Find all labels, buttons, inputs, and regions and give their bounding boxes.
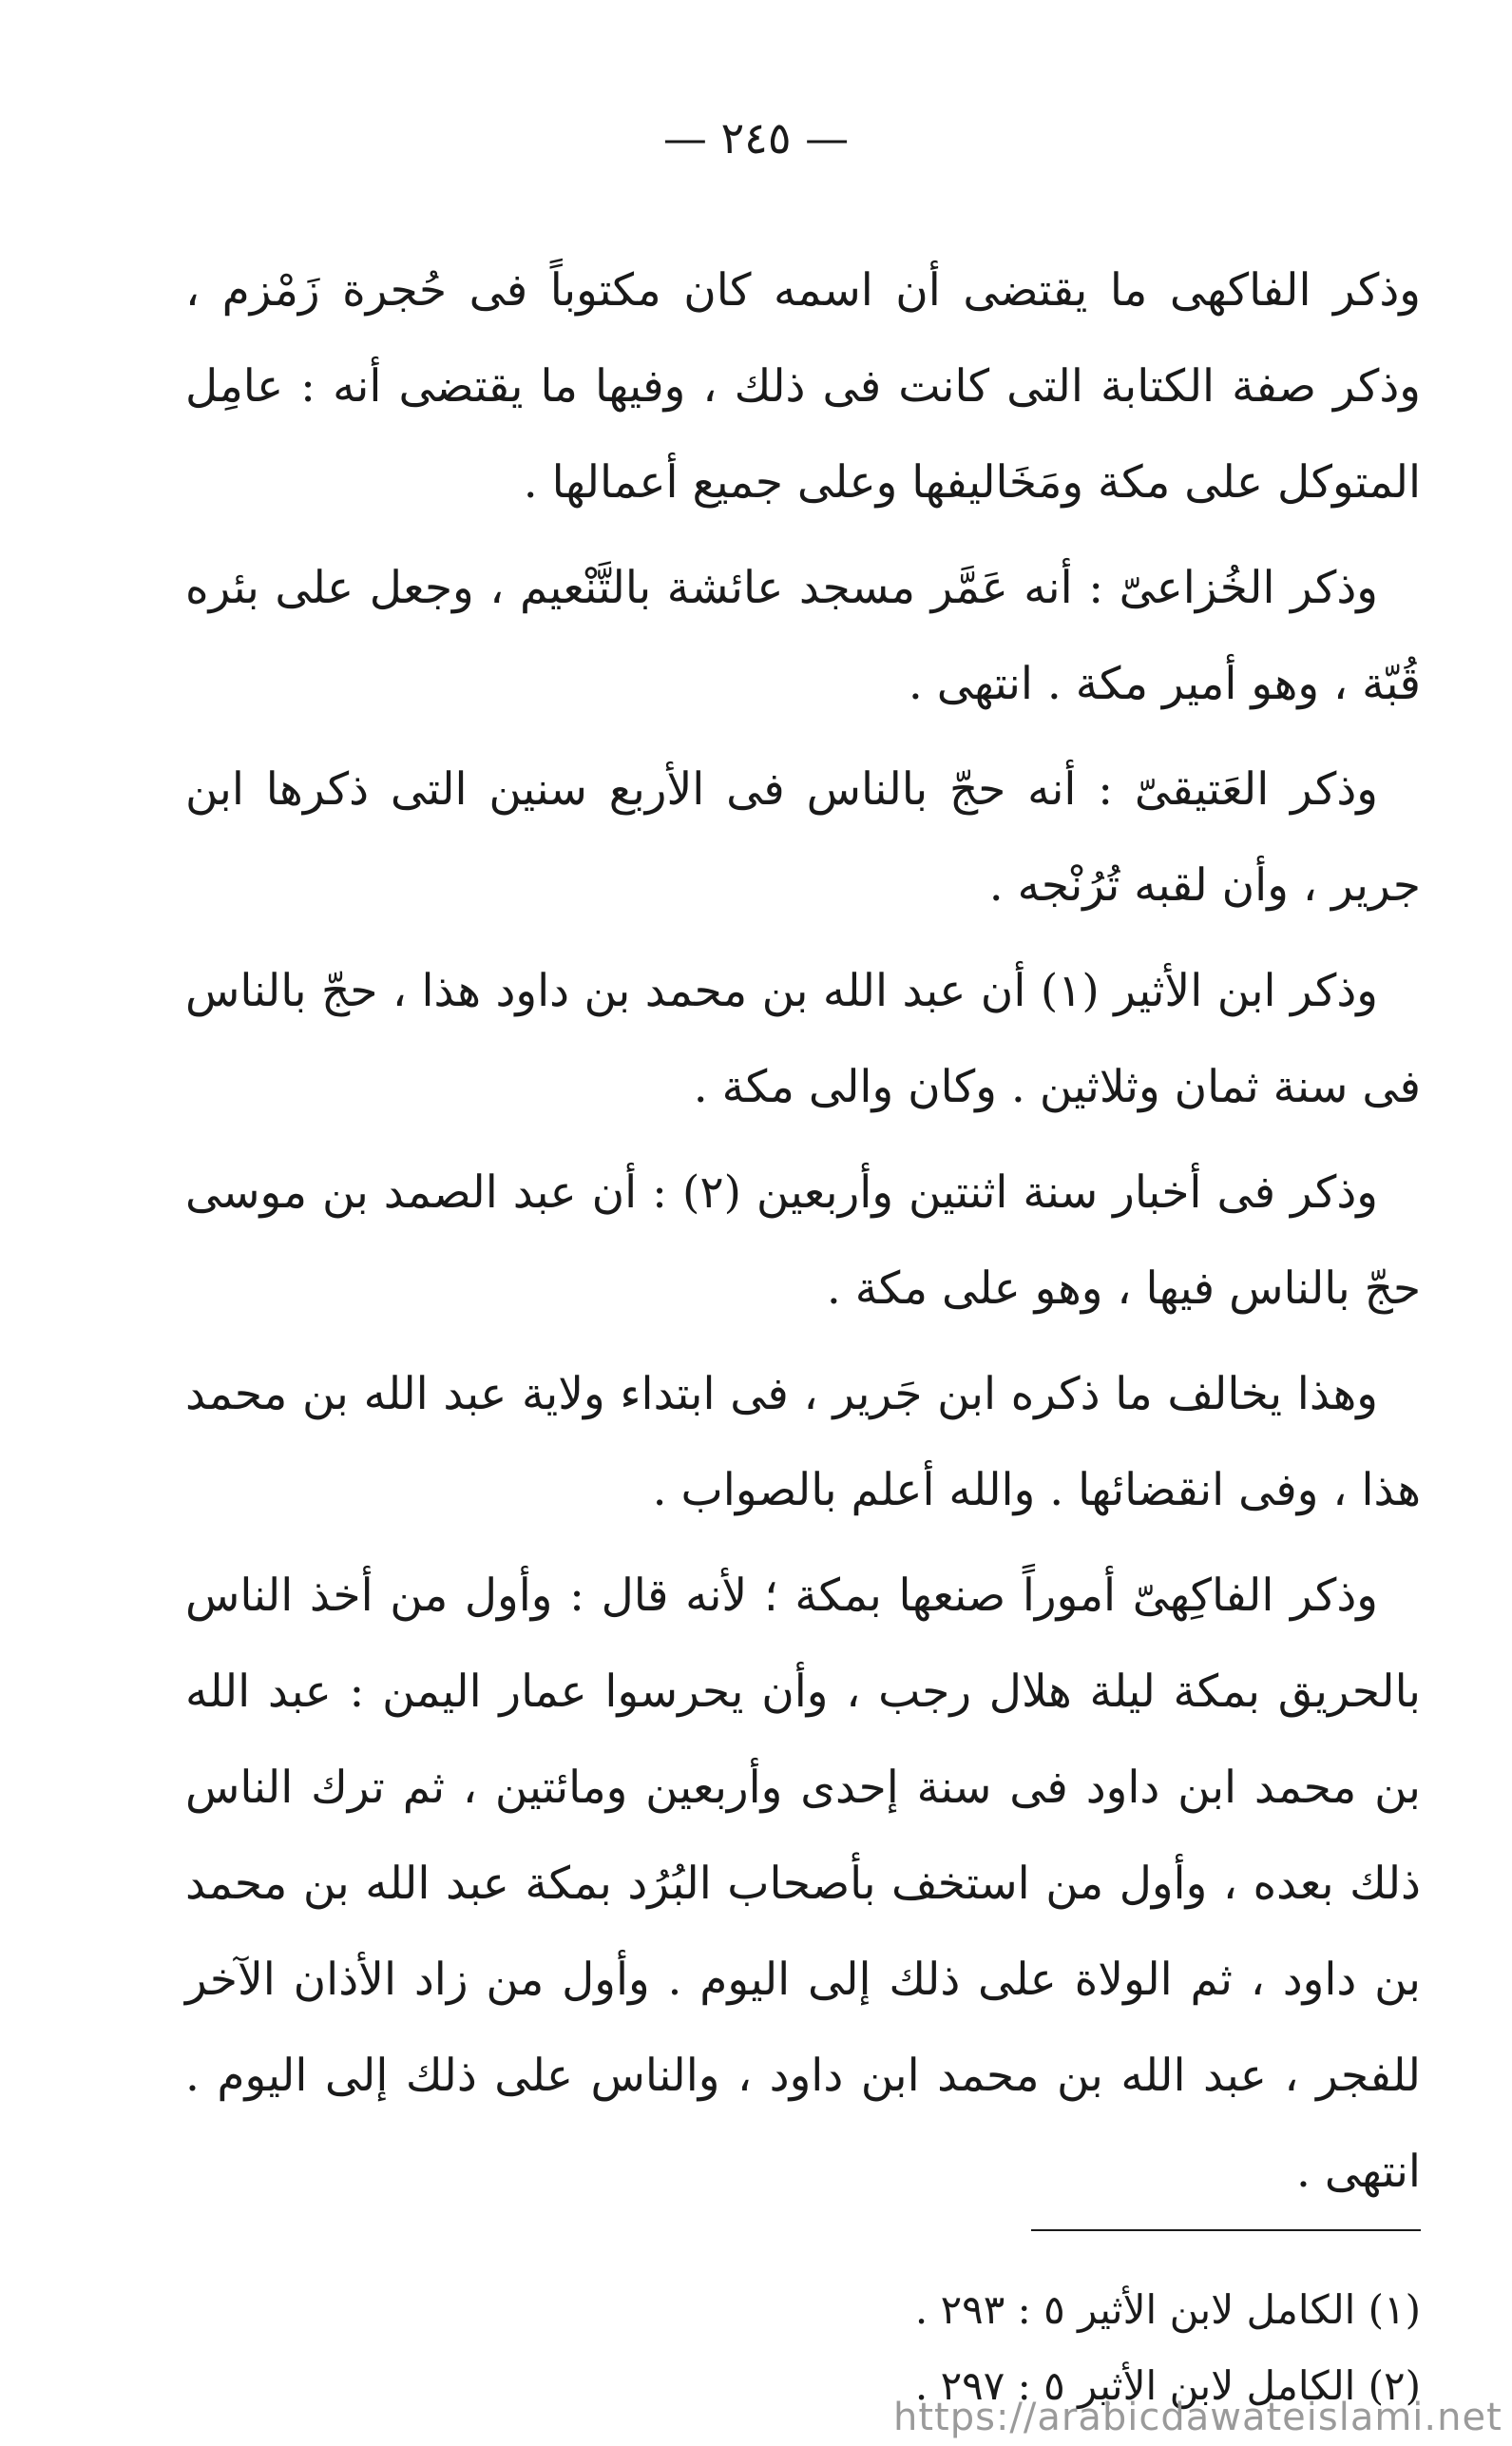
main-text	[185, 242, 1421, 2229]
paragraph-7: وذكر الفاكِهىّ أموراً صنعها بمكة ؛ لأنه قال : وأول من أخذ الناس بالحريق بمكة ليلة هلال رجب ، وأن يحرسوا عمار اليمن : عبد الله بن محمد ابن داود فى سنة إحدى وأربعين ومائتين ، ثم ترك الناس ذلك بعده ، وأول من استخف بأصحاب البُرُد بمكة عبد الله بن محمد بن داود ، ثم الولاة على ذلك إلى اليوم . وأول من زاد الأذان الآخر للفجر ، عبد الله بن محمد ابن داود ، والناس على ذلك إلى اليوم . انتهى .	[185, 1570, 1421, 2198]
footnote-2: (٢) الكامل لابن الأثير ٥ : ٢٩٧ .	[914, 2362, 1421, 2409]
paragraph-4: وذكر ابن الأثير (١) أن عبد الله بن محمد بن داود هذا ، حجّ بالناس فى سنة ثمان وثلاثين . وكان والى مكة .	[185, 965, 1421, 1113]
paragraph-3: وذكر العَتيقىّ : أنه حجّ بالناس فى الأربع سنين التى ذكرها ابن جرير ، وأن لقبه تُرُنْجه .	[185, 763, 1421, 912]
footnote-divider	[1031, 2229, 1421, 2231]
paragraph-5: وذكر فى أخبار سنة اثنتين وأربعين (٢) : أن عبد الصمد بن موسى حجّ بالناس فيها ، وهو على مكة .	[185, 1166, 1421, 1315]
paragraph-2: وذكر الخُزاعىّ : أنه عَمَّر مسجد عائشة بالتَّنْعيم ، وجعل على بئره قُبّة ، وهو أمير مكة . انتهى .	[185, 562, 1421, 710]
footnote-1: (١) الكامل لابن الأثير ٥ : ٢٩٣ .	[914, 2286, 1421, 2333]
paragraph-1: وذكر الفاكهى ما يقتضى أن اسمه كان مكتوباً فى حُجرة زَمْزم ، وذكر صفة الكتابة التى كانت فى ذلك ، وفيها ما يقتضى أنه : عامِل المتوكل على مكة ومَخَاليفها وعلى جميع أعمالها .	[185, 264, 1421, 509]
page-number: — ٢٤٥ —	[662, 112, 850, 164]
paragraph-6: وهذا يخالف ما ذكره ابن جَرير ، فى ابتداء ولاية عبد الله بن محمد هذا ، وفى انقضائها . والله أعلم بالصواب .	[185, 1368, 1421, 1516]
watermark-url: https://arabicdawateislami.net	[893, 2396, 1502, 2439]
